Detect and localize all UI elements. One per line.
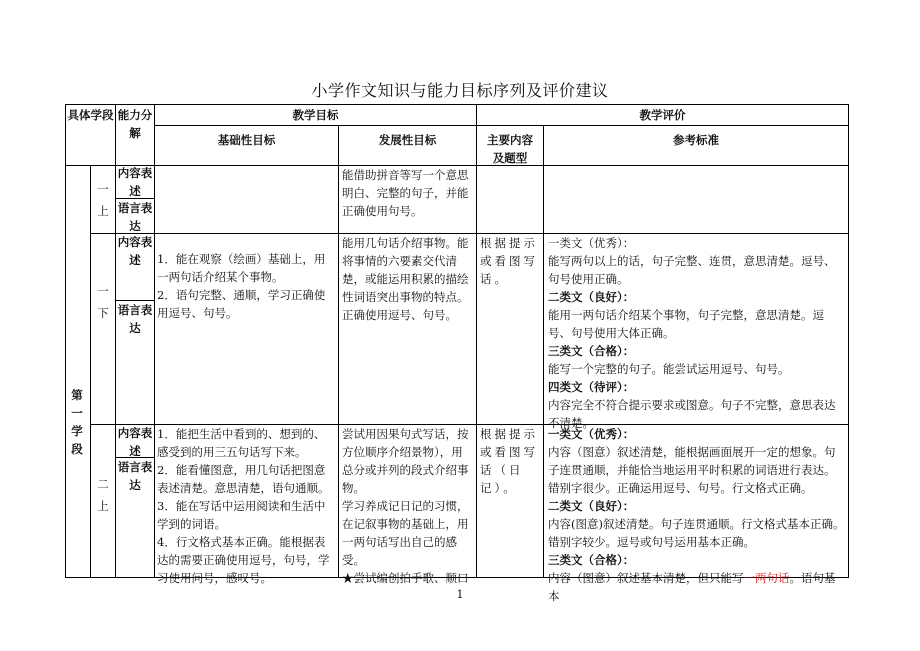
dev-goal-text: ★尝试编创拍手歌、顺口 <box>342 571 469 585</box>
header-stage-label: 具体学段 <box>67 108 114 122</box>
header-ability <box>116 106 154 142</box>
standard-text-part: 。语句基本 <box>548 571 836 603</box>
dev-goal-text: 尝试用因果句式写话，按方位顺序介绍景物），用总分或并列的段式介绍事物。 <box>342 427 469 495</box>
standard-head: 一类文（优秀）： <box>548 427 635 441</box>
standard-text: 内容（图意）叙述清楚，能根据画面展开一定的想象。句子连贯通顺，并能恰当地运用平时积累的词语进行表达。错别字很少。正确运用逗号、句号。行文格式正确。 <box>548 445 836 495</box>
dev-goal-text: 能用几句话介绍事物。能将事情的六要素交代清楚，或能运用积累的描绘性词语突出事物的特点。正确使用逗号、句号。 <box>342 236 469 322</box>
ability-content: 内容表述 <box>117 426 153 458</box>
standard-head: 二类文（良好）： <box>548 499 635 513</box>
dev-goal-text: 能借助拼音等写一个意思明白、完整的句子，并能正确使用句号。 <box>342 168 469 218</box>
semester-label: 一 上 <box>97 182 109 218</box>
ability-language: 语言表达 <box>117 460 153 492</box>
dev-goal-text: 学习养成记日记的习惯，在记叙事物的基础上，用一两句话写出自己的感受。 <box>342 499 469 567</box>
header-ref-standard: 参考标准 <box>673 133 719 147</box>
dev-goal-cell <box>342 425 474 585</box>
ref-standard-cell <box>548 234 846 432</box>
standard-text: 能写两句以上的话，句子完整、连贯，意思清楚。逗号、句号使用正确。 <box>548 254 836 286</box>
basic-goal-cell <box>157 250 335 322</box>
basic-goal-cell <box>157 425 335 587</box>
header-teaching-goal: 教学目标 <box>292 108 339 122</box>
main-content-cell: 根据提示或看图写话（日记）。 <box>480 427 538 495</box>
ability-language: 语言表达 <box>117 201 153 233</box>
semester-label: 一 下 <box>97 284 109 320</box>
header-stage <box>66 106 115 124</box>
standard-text: 能用一两句话介绍某个事物，句子完整，意思清楚。逗号、句号使用大体正确。 <box>548 308 824 340</box>
basic-goal-text: 1．能把生活中看到的、想到的、感受到的用三五句话写下来。 <box>157 427 326 459</box>
page-number: 1 <box>456 588 464 601</box>
main-content-cell: 根据提示或看图写话。 <box>480 236 538 286</box>
standard-head: 三类文（合格）： <box>548 553 635 567</box>
basic-goal-text: 1．能在观察（绘画）基础上，用一两句话介绍某个事物。 <box>157 252 326 284</box>
semester-label: 二 上 <box>97 477 109 513</box>
header-ability-label: 能力分解 <box>117 108 153 140</box>
header-teaching-eval: 教学评价 <box>639 108 686 122</box>
header-dev-goal: 发展性目标 <box>378 133 437 147</box>
basic-goal-text: 2．语句完整、通顺，学习正确使用逗号、句号。 <box>157 288 326 320</box>
standard-text: 能写一个完整的句子。能尝试运用逗号、句号。 <box>548 362 790 376</box>
stage-label: 第 一 学 段 <box>71 388 83 456</box>
standard-head: 一类文（优秀）： <box>548 236 635 250</box>
basic-goal-text: 2．能看懂图意，用几句话把图意表述清楚。意思清楚，语句通顺。 <box>157 463 330 495</box>
basic-goal-text: 4．行文格式基本正确。能根据表达的需要正确使用逗号，句号，学习使用问号，感叹号。 <box>157 535 330 585</box>
standard-text: 内容完全不符合提示要求或图意。句子不完整，意思表达不清楚。 <box>548 398 836 430</box>
header-main-content: 主要内容及题型 <box>487 133 533 165</box>
standard-head: 三类文（合格）： <box>548 344 635 358</box>
standard-text: 内容(图意)叙述清楚。句子连贯通顺。行文格式基本正确。错别字较少。逗号或句号运用基本正确。 <box>548 517 845 549</box>
ability-content: 内容表述 <box>117 235 153 267</box>
dev-goal-cell <box>342 166 474 220</box>
basic-goal-text: 3．能在写话中运用阅读和生活中学到的词语。 <box>157 499 326 531</box>
highlight-text: 一两句话 <box>743 571 790 585</box>
standard-head: 二类文（良好）： <box>548 290 635 304</box>
dev-goal-cell <box>342 234 474 324</box>
ability-content: 内容表述 <box>117 166 153 198</box>
standard-head: 四类文（待评）： <box>548 380 635 394</box>
ref-standard-cell <box>548 425 846 603</box>
page-title: 小学作文知识与能力目标序列及评价建议 <box>311 81 609 100</box>
ability-language: 语言表达 <box>117 303 153 335</box>
standard-text-part: 内容（图意）叙述基本清楚，但只能写 <box>548 571 744 585</box>
header-basic-goal: 基础性目标 <box>217 133 276 147</box>
